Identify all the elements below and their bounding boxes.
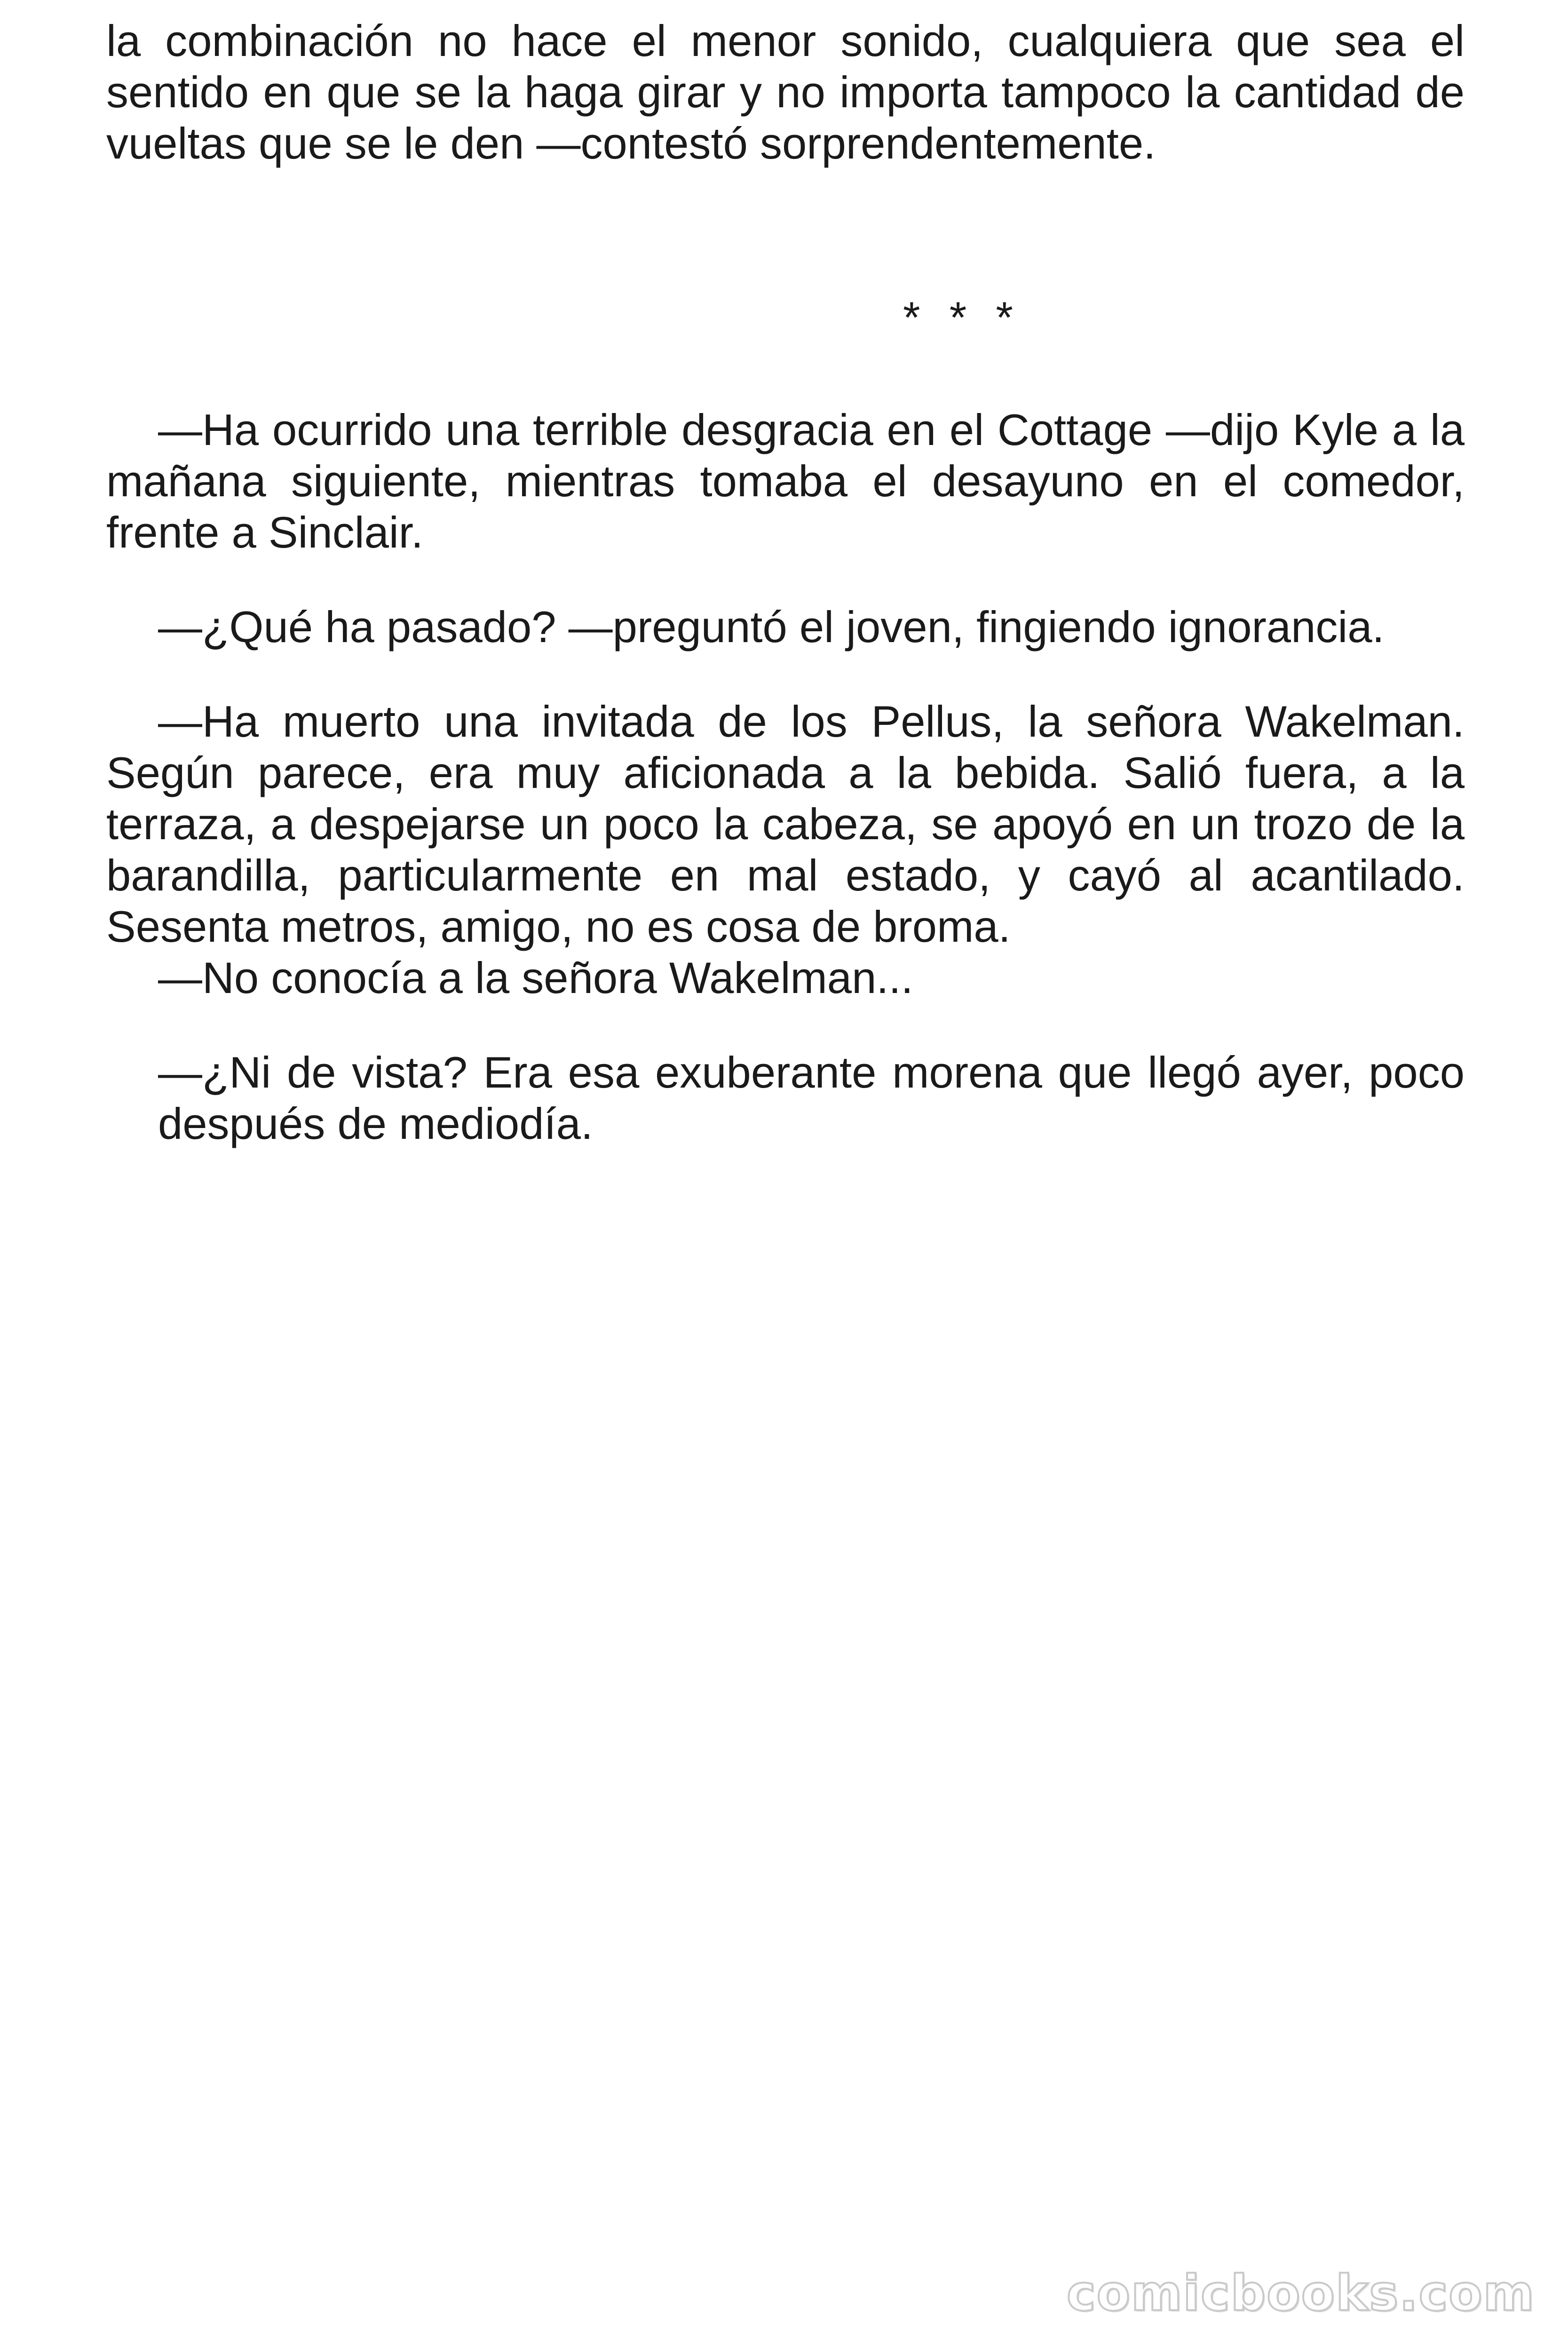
scene-separator: * * * xyxy=(903,293,1022,342)
section-gap xyxy=(106,169,1465,404)
paragraph-question: —¿Qué ha pasado? —preguntó el joven, fingiendo ignorancia. xyxy=(158,602,1385,652)
paragraph-death-report: —Ha muerto una invitada de los Pellus, la señora Wakelman. Según parece, era muy aficionada a la bebida. Salió fuera, a la terraza, a despejarse un poco la cabeza, se apoyó en un trozo de la barandilla, particularmente en mal estado, y cayó al acantilado. Sesenta metros, amigo, no es cosa de broma. xyxy=(106,697,1465,951)
paragraph-kyle-news: —Ha ocurrido una terrible desgracia en el Cottage —dijo Kyle a la mañana siguiente, mientras tomaba el desayuno en el comedor, frente a Sinclair. xyxy=(106,405,1465,557)
paragraph-continuation: la combinación no hace el menor sonido, cualquiera que sea el sentido en que se la haga girar y no importa tampoco la cantidad de vueltas que se le den —contestó sorprendentemente. xyxy=(106,16,1465,168)
paragraph-gap xyxy=(106,1003,1465,1047)
paragraph-description: —¿Ni de vista? Era esa exuberante morena que llegó ayer, poco después de mediodía. xyxy=(158,1048,1465,1148)
paragraph-gap xyxy=(106,558,1465,601)
page-body xyxy=(106,15,1465,1149)
paragraph-gap xyxy=(106,652,1465,696)
paragraph-reply: —No conocía a la señora Wakelman... xyxy=(158,953,913,1002)
watermark-logo: comicbooks.com xyxy=(1066,2265,1535,2322)
